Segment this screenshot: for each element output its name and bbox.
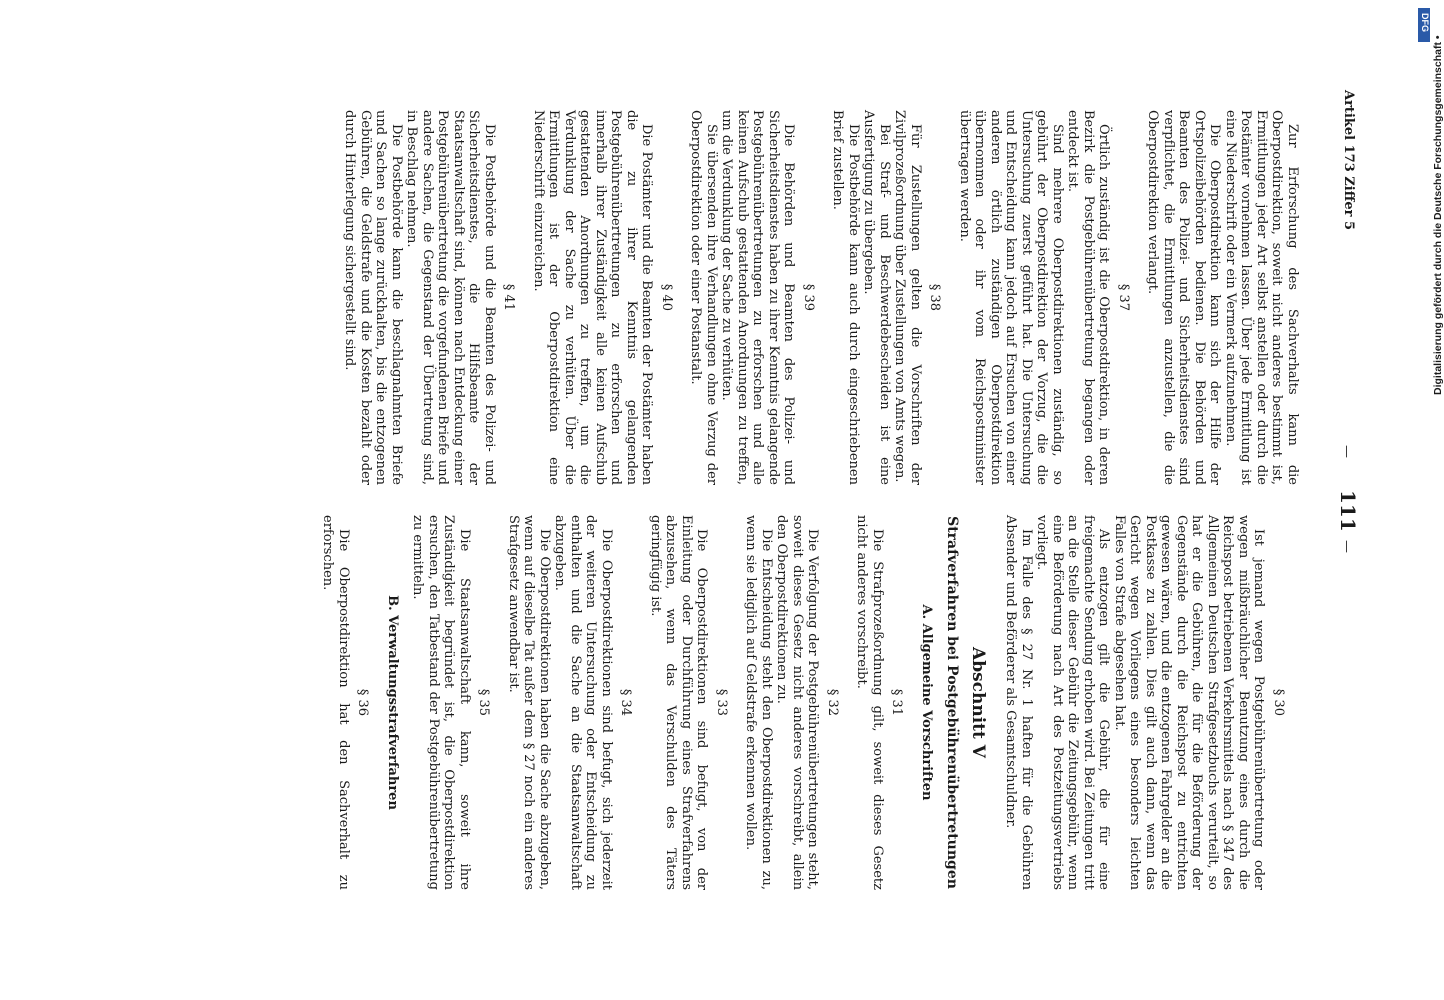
section-number: § 33: [714, 688, 729, 717]
paragraph: Örtlich zuständig ist die Oberpostdirektion, in deren Bezirk die Postgebührenübertretung begangen oder entdeckt ist.: [1065, 110, 1112, 485]
paragraph: Die Postbehörde und die Beamten des Polizei- und Sicherheitsdienstes, die Hilfsbeamte der Staatsanwaltschaft sind, können nach Entdeckung einer Postgebührenübertretung die vorgefundenen Briefe und andere Sachen, die Gegenstand der Übertretung sind, in Beschlag nehmen.: [404, 110, 497, 485]
paragraph: Für Zustellungen gelten die Vorschriften der Zivilprozeßordnung über Zustellungen von Amts wegen.: [892, 110, 923, 485]
section-number: § 32: [825, 688, 840, 717]
section-number: § 37: [1116, 283, 1131, 312]
paragraph: Bei Straf- und Beschwerdebescheiden ist eine Ausfertigung zu übergeben.: [861, 110, 892, 485]
digitization-credit: Digitalisierung gefördert durch die Deutsche Forschungsgemeinschaft •: [1432, 35, 1444, 395]
heading: Abschnitt V: [968, 647, 988, 758]
section-number: § 38: [927, 283, 943, 312]
paragraph: Die Strafprozeßordnung gilt, soweit dieses Gesetz nicht anderes vorschreibt.: [854, 515, 885, 890]
section-number: § 35: [476, 688, 492, 717]
header-dash-left: —: [1339, 445, 1354, 458]
heading: B. Verwaltungsstrafverfahren: [385, 595, 400, 810]
page-number: 111: [1336, 490, 1360, 532]
section-number: § 30: [1271, 688, 1286, 717]
heading: Strafverfahren bei Postgebührenübertretungen: [944, 516, 961, 889]
paragraph: Die Behörden und Beamten des Polizei- und Sicherheitsdienstes haben zu ihrer Kenntnis gelangende Postgebührenübertretungen zu erforschen und alle keinen Aufschub gestattenden Anordnungen zu treffen, um die Verdunklung der Sache zu verhüten.: [719, 110, 797, 485]
paragraph: Ist jemand wegen Postgebührenübertretung oder wegen mißbräuchlicher Benutzung eines durch die Reichspost betriebenen Verkehrsmittels nach § 347 des Allgemeinen Deutschen Strafgesetzbuchs verurteilt, so hat er die Gebühren, die für die Beförderung der Gegenstände durch die Reichspost zu entrichten gewesen wären, und die entzogenen Fahrgelder an die Postkasse zu zahlen. Dies gilt auch dann, wenn das Gericht wegen Vorliegens eines besonders leichten Falles von Strafe abgesehen hat.: [1112, 515, 1267, 890]
paragraph: Die Postämter und die Beamten der Postämter haben die zu ihrer Kenntnis gelangenden Postgebührenübertretungen zu erforschen und innerhalb ihrer Zuständigkeit alle keinen Aufschub gestattenden Anordnungen zu treffen, um die Verdunklung der Sache zu verhüten. Über die Ermittlungen ist der Oberpostdirektion eine Niederschrift einzureichen.: [531, 110, 655, 485]
paragraph: Die Oberpostdirektionen sind befugt, sich jederzeit der weiteren Untersuchung oder Entscheidung zu enthalten und die Sache an die Staatsanwaltschaft abzugeben.: [552, 515, 614, 890]
section-number: § 39: [801, 283, 816, 312]
paragraph: Die Postbehörde kann auch durch eingeschriebenen Brief zustellen.: [830, 110, 861, 485]
right-column: [342, 110, 1300, 485]
heading: A. Allgemeine Vorschriften: [919, 604, 934, 801]
running-head: Artikel 173 Ziffer 5: [1341, 90, 1356, 231]
paragraph: Die Oberpostdirektion hat den Sachverhalt zu erforschen.: [320, 515, 351, 890]
section-number: § 31: [889, 688, 905, 717]
paragraph: Die Verfolgung der Postgebührenübertretungen steht, soweit dieses Gesetz nicht anderes vorschreibt, allein den Oberpostdirektionen zu.: [774, 515, 821, 890]
paragraph: Die Oberpostdirektionen sind befugt, von der Einleitung oder Durchführung eines Strafverfahrens abzusehen, wenn das Verschulden des Täters geringfügig ist.: [648, 515, 710, 890]
document-page: [120, 90, 1360, 890]
paragraph: Zur Erforschung des Sachverhalts kann die Oberpostdirektion, soweit nicht anderes bestimmt ist, Ermittlungen jeder Art selbst anstellen oder durch die Postämter vornehmen lassen. Über jede Ermittlung ist eine Niederschrift oder ein Vermerk aufzunehmen.: [1223, 110, 1300, 485]
section-number: § 36: [355, 688, 371, 717]
paragraph: Die Oberpostdirektionen haben die Sache abzugeben, wenn auf dieselbe Tat außer dem § 27 noch ein anderes Strafgesetz anwendbar ist.: [506, 515, 552, 890]
paragraph: Sie übersenden ihre Verhandlungen ohne Verzug der Oberpostdirektion oder einer Postanstalt.: [688, 110, 719, 485]
section-number: § 40: [659, 283, 674, 312]
paragraph: Die Oberpostdirektion kann sich der Hilfe der Ortspolizeibehörden bedienen. Die Behörden und Beamten des Polizei- und Sicherheitsdienstes sind verpflichtet, die Ermittlungen anzustellen, die die Oberpostdirektion verlangt.: [1145, 110, 1223, 485]
paragraph: Die Entscheidung steht den Oberpostdirektionen zu, wenn sie lediglich auf Geldstrafe erkennen wollen.: [743, 515, 774, 890]
dfg-logo-text: DFG: [1420, 13, 1430, 32]
section-number: § 34: [618, 688, 634, 717]
left-column: [320, 515, 1300, 890]
paragraph: Die Postbehörde kann die beschlagnahmten Briefe und Sachen so lange zurückhalten, bis die entzogenen Gebühren, die Geldstrafe und die Kosten bezahlt oder durch Hinterlegung sichergestellt sind.: [342, 110, 404, 485]
paragraph: Als entzogen gilt die Gebühr, die für eine freigemachte Sendung erhoben wird. Bei Zeitungen tritt an die Stelle dieser Gebühr die Zeitungsgebühr, wenn eine Beförderung nach Art des Postzeitungsvertriebs vorliegt.: [1034, 515, 1112, 890]
header-dash-right: —: [1339, 540, 1354, 553]
dfg-logo: [1418, 8, 1430, 42]
paragraph: Im Falle des § 27 Nr. 1 haften für die Gebühren Absender und Beförderer als Gesamtschuldner.: [1003, 515, 1034, 890]
section-number: § 41: [501, 283, 517, 312]
paragraph: Die Staatsanwaltschaft kann, soweit ihre Zuständigkeit begründet ist, die Oberpostdirektion ersuchen, den Tatbestand der Postgebührenübertretung zu ermitteln.: [410, 515, 472, 890]
paragraph: Sind mehrere Oberpostdirektionen zuständig, so gebührt der Oberpostdirektion der Vorzug, die die Untersuchung zuerst geführt hat. Die Untersuchung und Entscheidung kann jedoch auf Ersuchen von einer anderen örtlich zuständigen Oberpostdirektion übernommen oder ihr vom Reichspostminister übertragen werden.: [957, 110, 1065, 485]
